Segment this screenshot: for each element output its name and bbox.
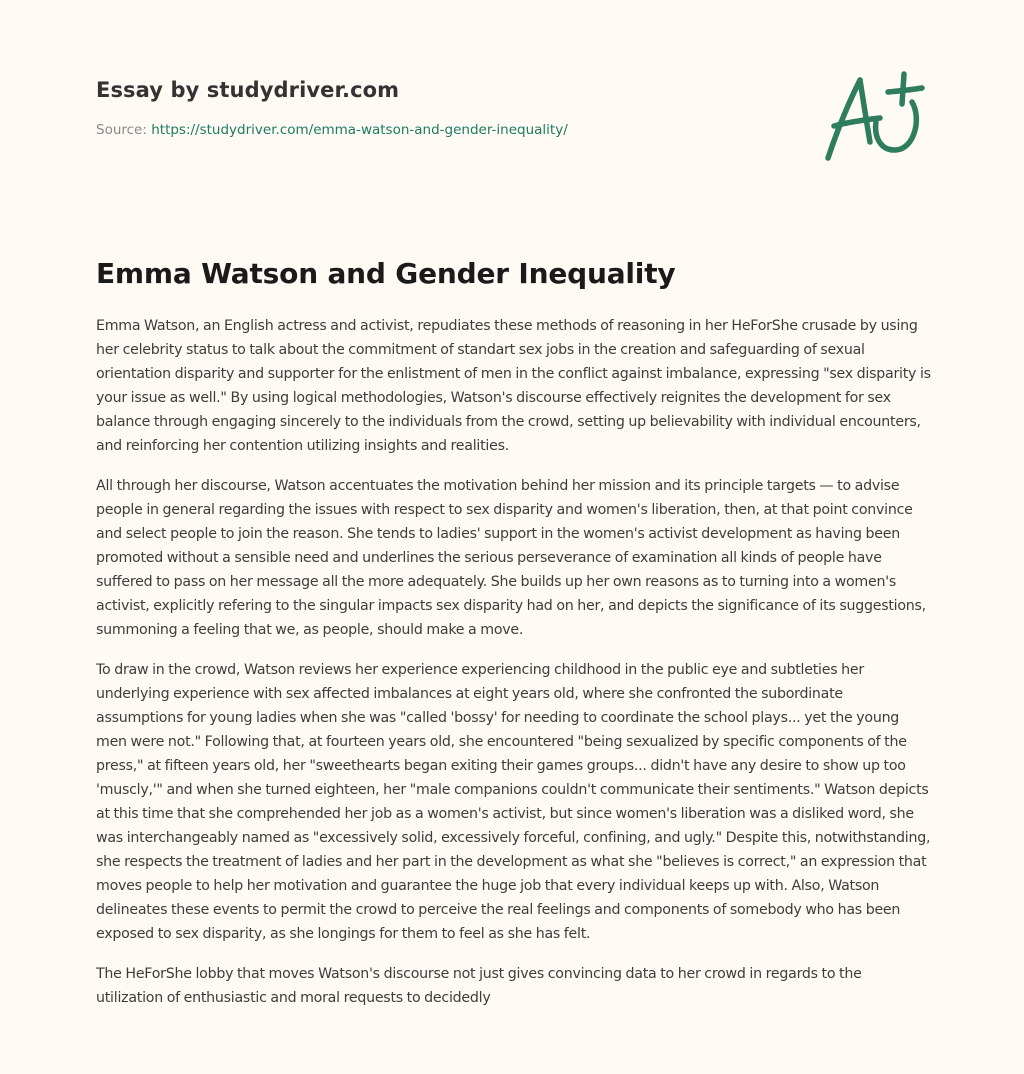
- essay-paragraph: Emma Watson, an English actress and activist, repudiates these methods of reasoning in her HeForShe crusade by using her celebrity status to talk about the commitment of standart sex jobs in the creation and safeguarding of sexual orientation disparity and supporter for the enlistment of men in the conflict against imbalance, expressing "sex disparity is your issue as well." By using logical methodologies, Watson's discourse effectively reignites the development for sex balance through engaging sincerely to the individuals from the crowd, setting up believability with individual encounters, and reinforcing her contention utilizing insights and realities.: [96, 318, 931, 454]
- source-line: [96, 120, 936, 140]
- site-header: [96, 74, 936, 140]
- source-label: Source:: [96, 122, 152, 138]
- essay-paragraph: The HeForShe lobby that moves Watson's discourse not just gives convincing data to her crowd in regards to the utilization of enthusiastic and moral requests to decidedly: [96, 966, 862, 1006]
- essay-paragraph: To draw in the crowd, Watson reviews her experience experiencing childhood in the public eye and subtleties her underlying experience with sex affected imbalances at eight years old, where she confronted the subordinate assumptions for young ladies when she was "called 'bossy' for needing to coordinate the school plays... yet the young men were not." Following that, at fourteen years old, she encountered "being sexualized by specific components of the press," at fifteen years old, her "sweethearts began exiting their games groups... didn't have any desire to show up too 'muscly,'" and when she turned eighteen, her "male companions couldn't communicate their sentiments." Watson depicts at this time that she comprehended her job as a women's activist, but since women's liberation was a disliked word, she was interchangeably named as "excessively solid, excessively forceful, confining, and ugly." Despite this, notwithstanding, she respects the treatment of ladies and her part in the development as what she "believes is correct," an expression that moves people to help her motivation and guarantee the huge job that every individual keeps up with. Also, Watson delineates these events to permit the crowd to perceive the real feelings and components of somebody who has been exposed to sex disparity, as she longings for them to feel as she has felt.: [96, 662, 931, 942]
- source-link[interactable]: https://studydriver.com/emma-watson-and-gender-inequality/: [151, 122, 568, 138]
- essay-paragraph: All through her discourse, Watson accentuates the motivation behind her mission and its principle targets — to advise people in general regarding the issues with respect to sex disparity and women's liberation, then, at that point convince and select people to join the reason. She tends to ladies' support in the women's activist development as having been promoted without a sensible need and underlines the serious perseverance of examination all kinds of people have suffered to pass on her message all the more adequately. She builds up her own reasons as to turning into a women's activist, explicitly refering to the singular impacts sex disparity had on her, and depicts the significance of its suggestions, summoning a feeling that we, as people, should make a move.: [96, 478, 926, 638]
- brand-title: Essay by studydriver.com: [96, 78, 400, 102]
- essay-body: [96, 314, 932, 1026]
- a-plus-grade-icon: [818, 64, 934, 168]
- essay-title: Emma Watson and Gender Inequality: [96, 257, 676, 290]
